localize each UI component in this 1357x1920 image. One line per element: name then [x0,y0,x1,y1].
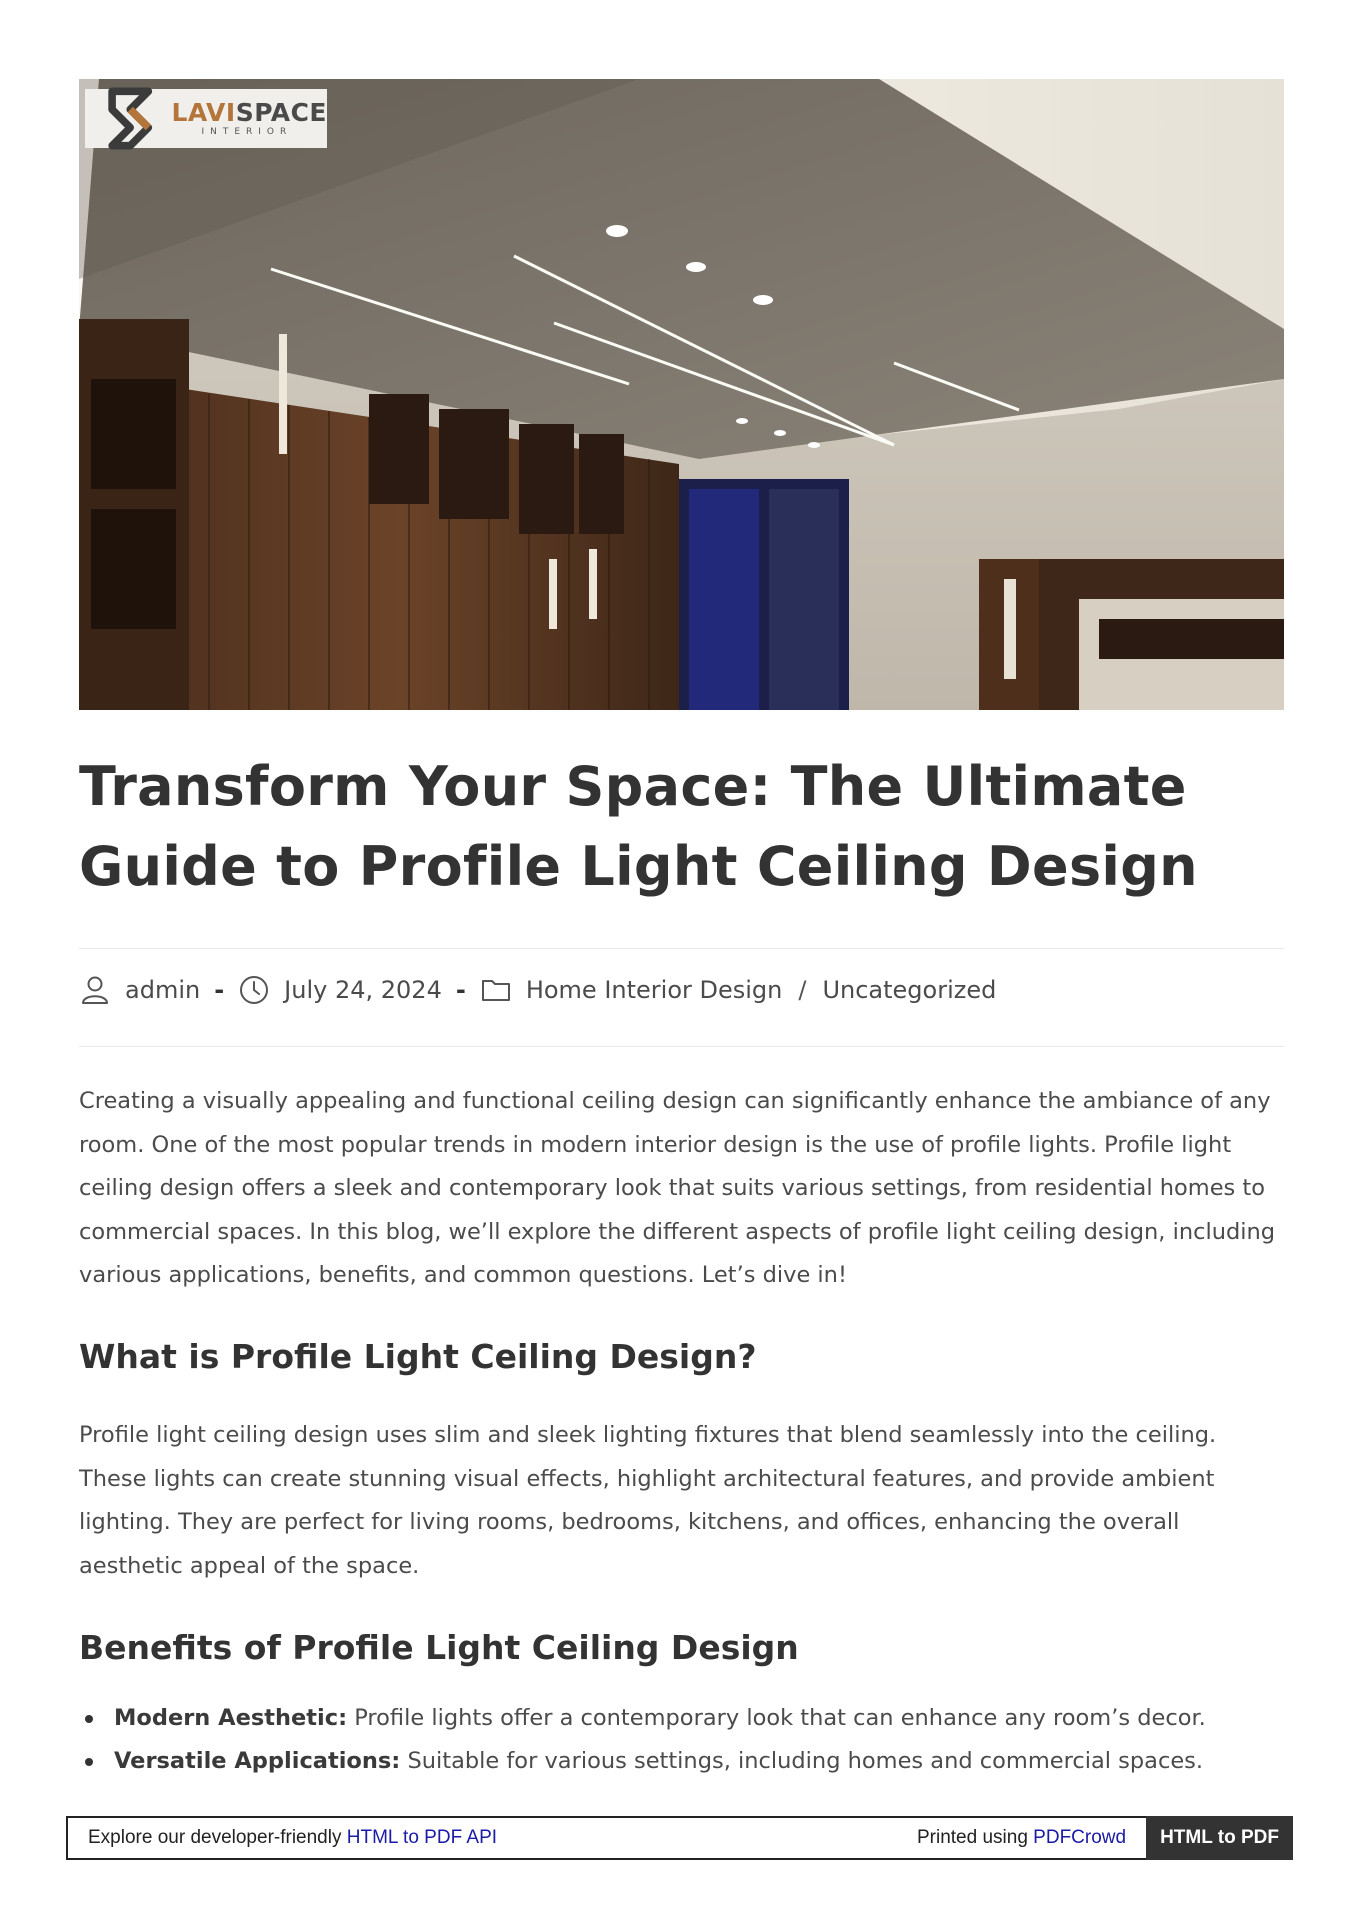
category-link-uncategorized[interactable]: Uncategorized [822,976,997,1004]
clock-icon [238,974,270,1006]
ceiling-photo [79,79,1284,710]
list-item [79,1697,1284,1740]
meta-divider-bottom [79,1046,1284,1047]
page-title: Transform Your Space: The Ultimate Guide to Profile Light Ceiling Design [79,755,1198,898]
list-item [79,1740,1284,1783]
pdfcrowd-link[interactable]: PDFCrowd [1033,1827,1127,1848]
footer-left [68,1827,917,1849]
logo-word-b: SPACE [235,97,327,127]
benefits-list [79,1697,1284,1783]
logo-subtitle: INTERIOR [201,126,293,137]
author-link[interactable]: admin [125,976,201,1004]
section-paragraph-what-is: Profile light ceiling design uses slim and sleek lighting fixtures that blend seamlessly into the ceiling. These lights can create stunning visual effects, highlight architectural features, and provide ambient lighting. They are perfect for living rooms, bedrooms, kitchens, and offices, enhancing the overall aesthetic appeal of the space. [79,1422,1217,1579]
featured-image [79,79,1284,710]
list-item-label: Modern Aesthetic: [114,1705,348,1731]
list-item-label: Versatile Applications: [114,1748,401,1774]
html-to-pdf-button[interactable]: HTML to PDF [1146,1816,1293,1860]
footer-right [917,1827,1126,1849]
logo-word-a: LAVI [171,97,236,127]
category-separator: / [798,976,807,1004]
post-meta [79,965,1284,1015]
folder-icon [480,974,512,1006]
logo-mark-icon [97,79,163,434]
category-link-home-interior[interactable]: Home Interior Design [525,976,783,1004]
section-heading-what-is: What is Profile Light Ceiling Design? [79,1337,757,1376]
meta-divider-top [79,948,1284,949]
list-item-text: Suitable for various settings, including homes and commercial spaces. [400,1748,1204,1774]
list-item-text: Profile lights offer a contemporary look that can enhance any room’s decor. [347,1705,1206,1731]
intro-paragraph: Creating a visually appealing and functional ceiling design can significantly enhance the ambiance of any room. One of the most popular trends in modern interior design is the use of profile lights. Profile light ceiling design offers a sleek and contemporary look that suits various settings, from residential homes to commercial spaces. In this blog, we’ll explore the different aspects of profile light ceiling design, including various applications, benefits, and common questions. Let’s dive in! [79,1088,1276,1288]
section-heading-benefits: Benefits of Profile Light Ceiling Design [79,1628,799,1667]
footer-right-text: Printed using [916,1827,1034,1848]
brand-logo [85,89,327,148]
meta-separator: - [214,976,225,1004]
html-to-pdf-api-link[interactable]: HTML to PDF API [346,1827,498,1848]
user-icon [79,974,111,1006]
footer-left-text: Explore our developer-friendly [88,1827,347,1848]
pdf-footer-bar [66,1816,1293,1860]
meta-separator: - [455,976,466,1004]
post-date: July 24, 2024 [284,976,442,1004]
